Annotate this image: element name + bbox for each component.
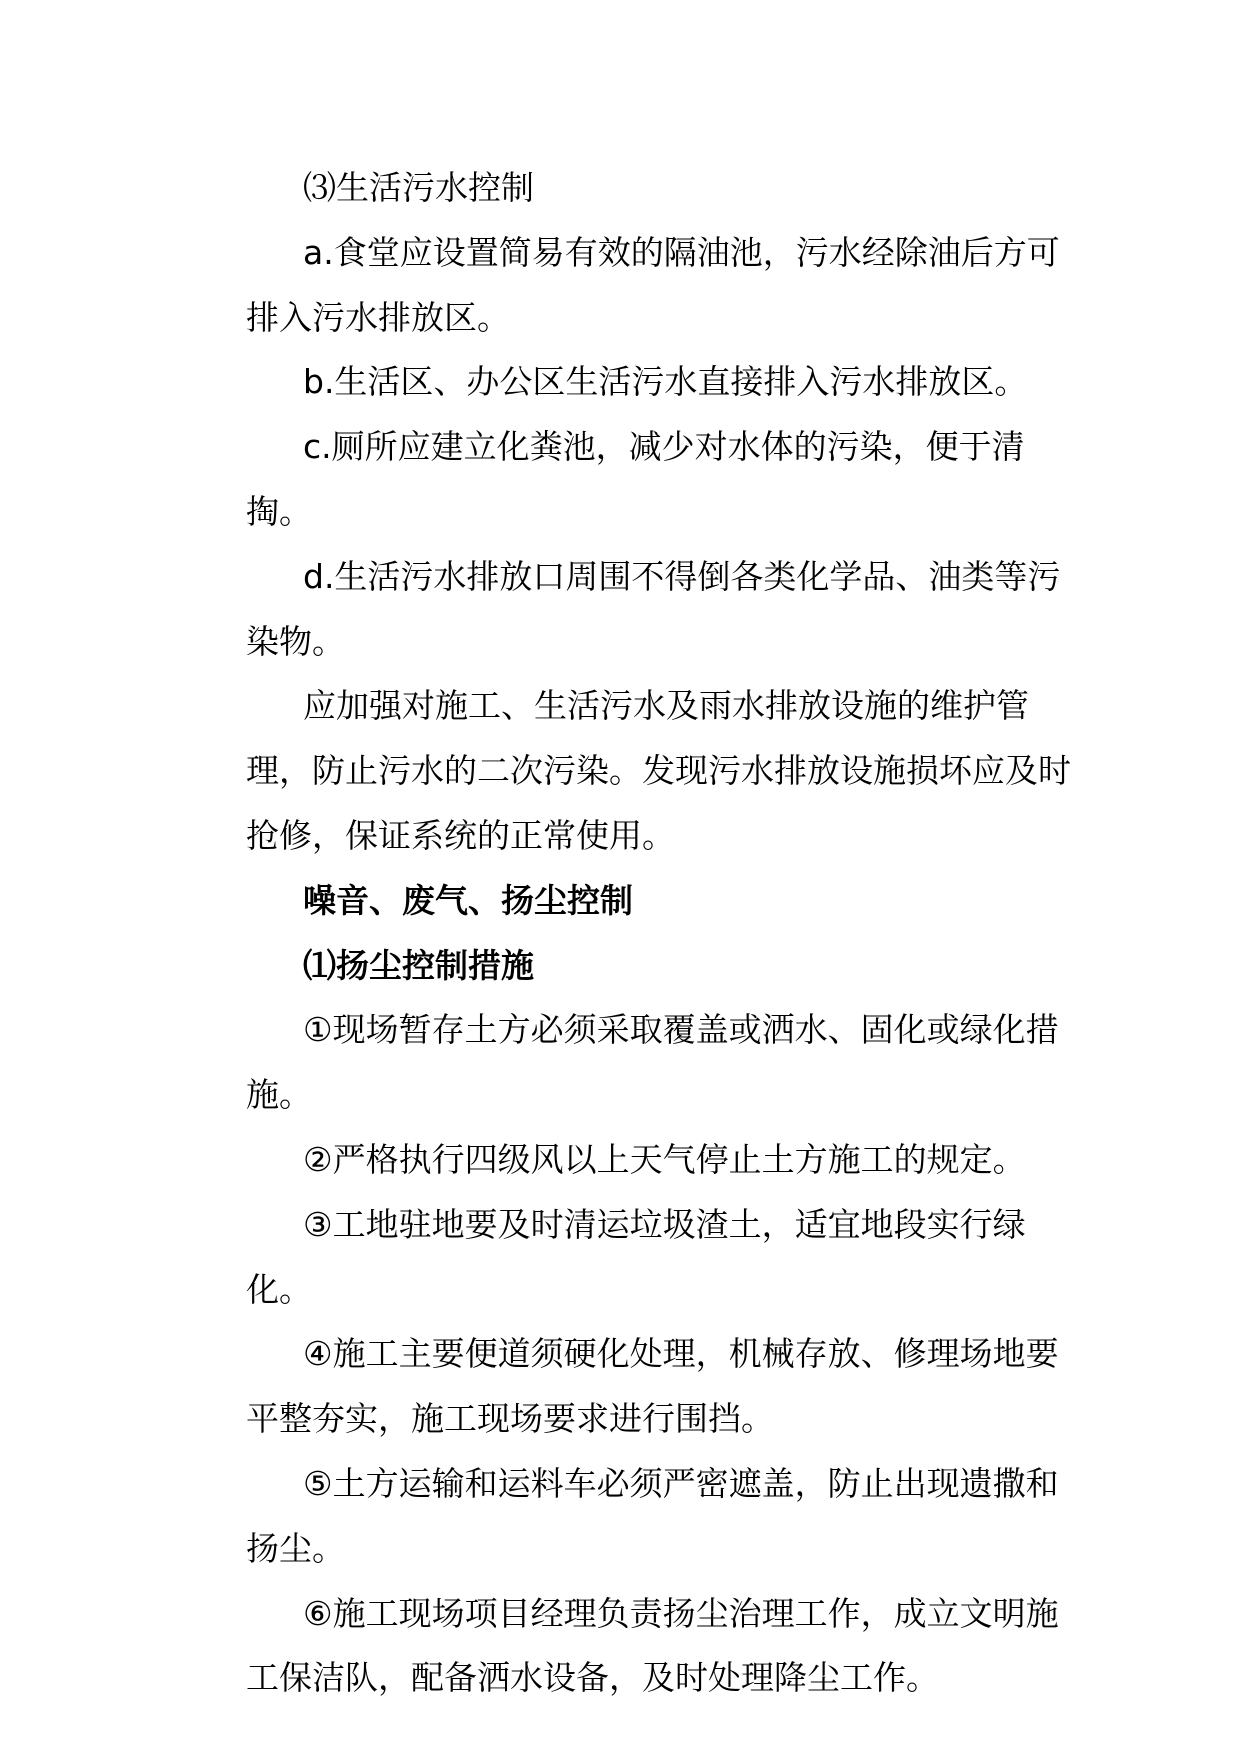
item-b-living-office-sewage: b.生活区、办公区生活污水直接排入污水排放区。	[303, 362, 1028, 402]
measure-2: ②严格执行四级风以上天气停止土方施工的规定。	[303, 1139, 1026, 1179]
subheading-domestic-sewage: ⑶生活污水控制	[303, 168, 534, 207]
item-d-discharge-outlet: d.生活污水排放口周围不得倒各类化学品、油类等污染物。	[246, 556, 1061, 661]
measure-6: ⑥施工现场项目经理负责扬尘治理工作，成立文明施工保洁队，配备洒水设备，及时处理降尘工作。	[246, 1593, 1059, 1698]
measure-5: ⑤土方运输和运料车必须严密遮盖，防止出现遗撒和扬尘。	[246, 1463, 1059, 1568]
item-a-canteen-grease-trap: a.食堂应设置简易有效的隔油池，污水经除油后方可排入污水排放区。	[246, 232, 1060, 337]
item-c-toilet-septic-tank: c.厕所应建立化粪池，减少对水体的污染，便于清掏。	[246, 427, 1025, 531]
measure-1: ①现场暂存土方必须采取覆盖或洒水、固化或绿化措施。	[246, 1010, 1059, 1115]
measure-4: ④施工主要便道须硬化处理，机械存放、修理场地要平整夯实，施工现场要求进行围挡。	[246, 1334, 1059, 1439]
measure-3: ③工地驻地要及时清运垃圾渣土，适宜地段实行绿化。	[246, 1204, 1026, 1309]
subheading-dust-control: ⑴扬尘控制措施	[303, 945, 534, 985]
document-body	[246, 156, 1076, 1711]
section-heading-noise-dust: 噪音、废气、扬尘控制	[303, 880, 633, 920]
paragraph-maintenance: 应加强对施工、生活污水及雨水排放设施的维护管理，防止污水的二次污染。发现污水排放设施损坏应及时抢修，保证系统的正常使用。	[246, 686, 1071, 855]
